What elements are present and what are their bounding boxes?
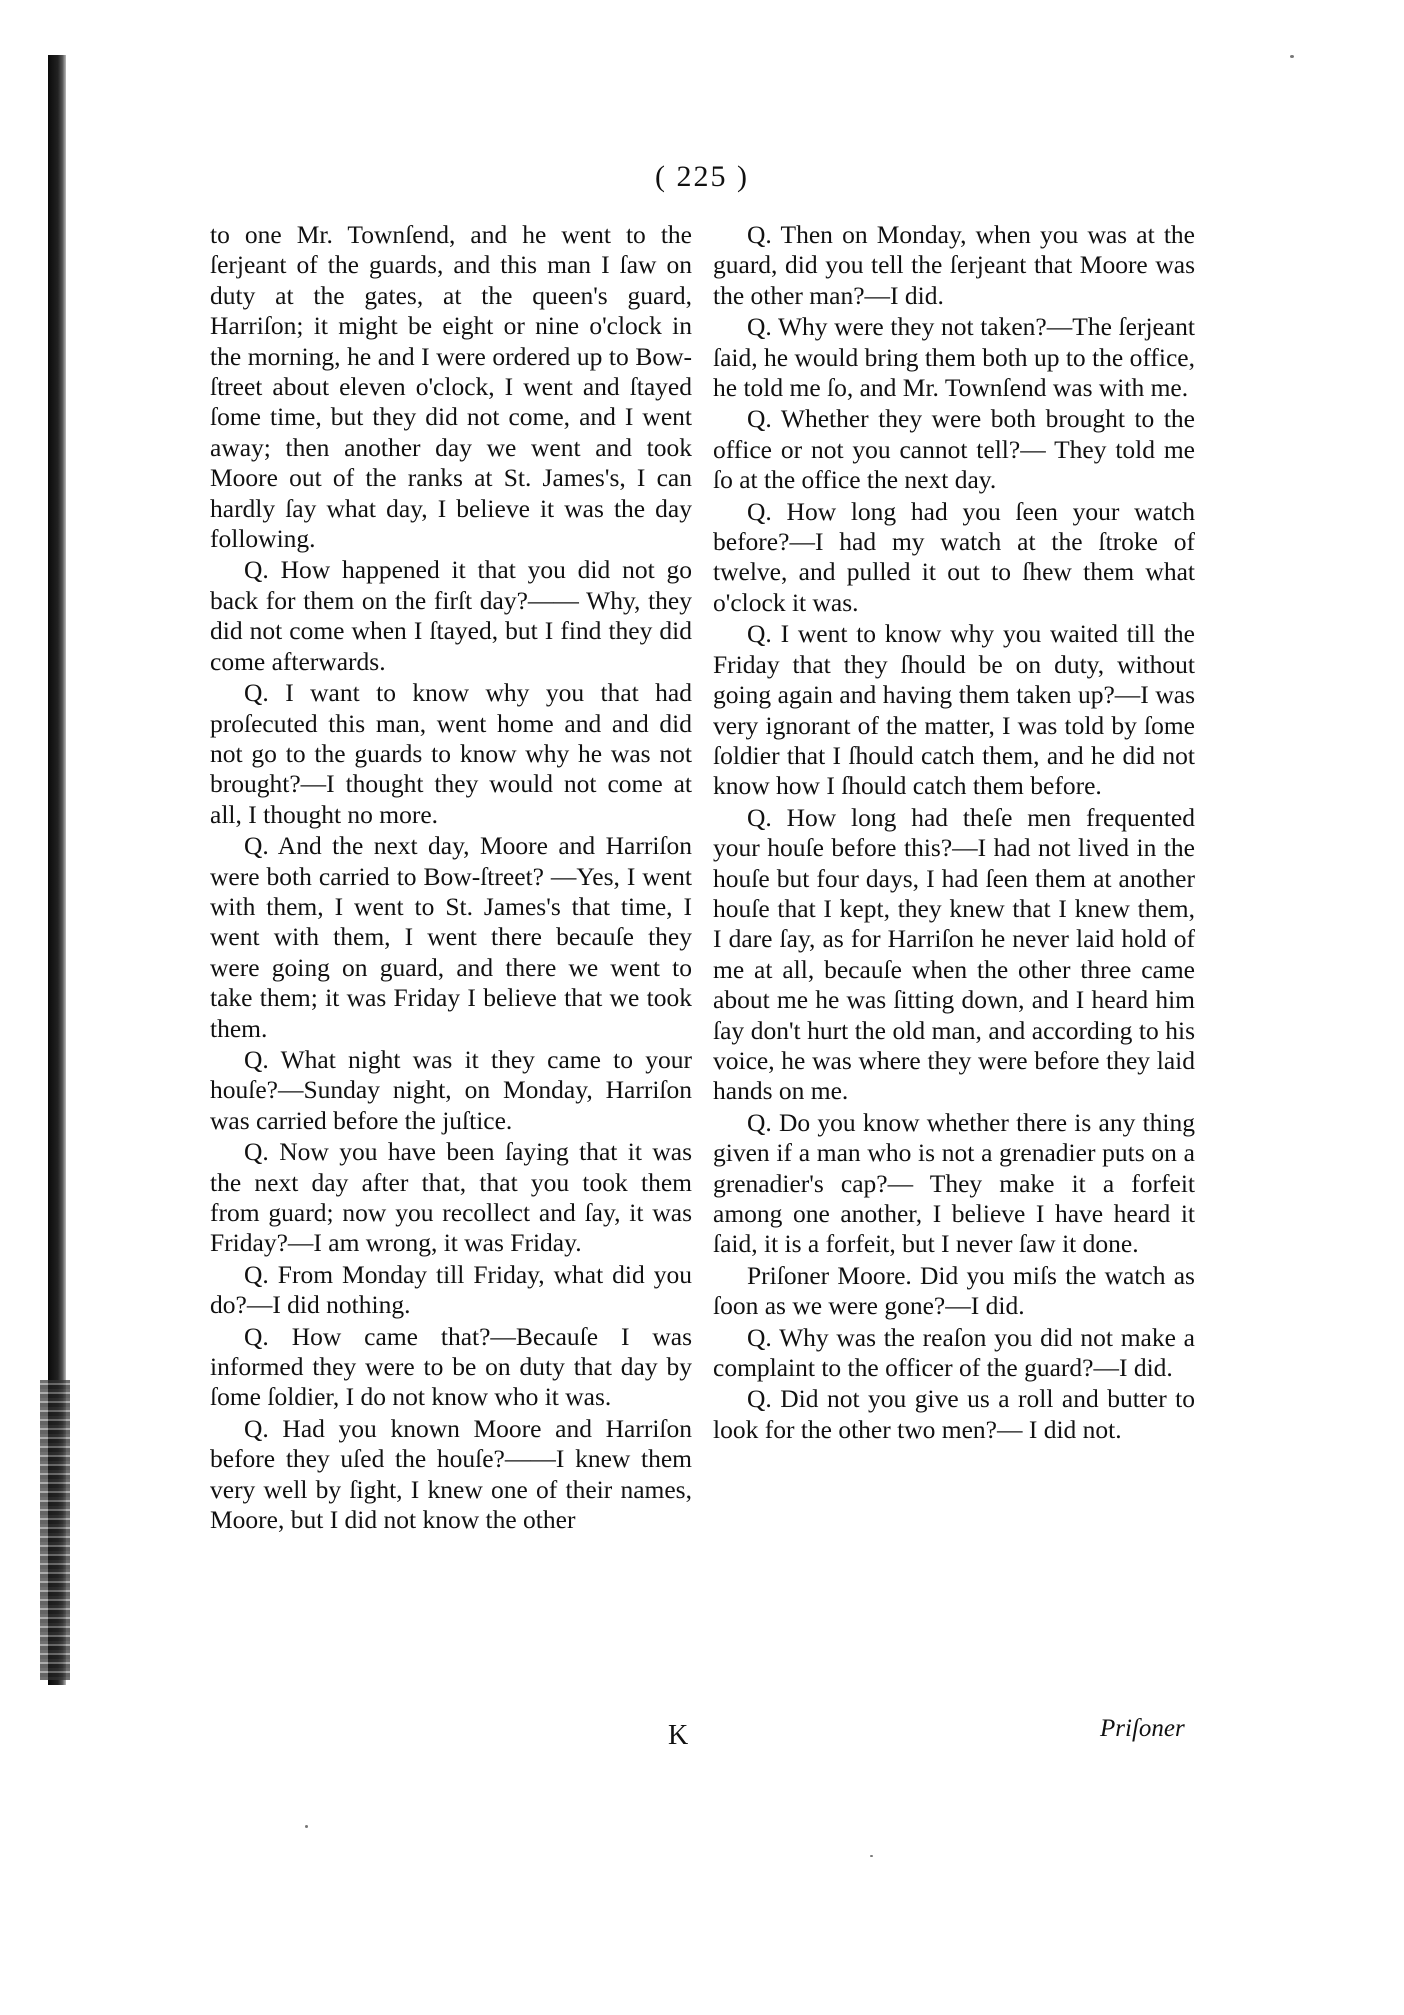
- paragraph: Q. And the next day, Moore and Harriſon were both carried to Bow-ſtreet? —Yes, I went with them, I went to St. James's that time, I went with them, I went there becauſe they were going on guard, and there we went to take them; it was Friday I believe that we took them.: [210, 831, 692, 1043]
- paragraph: Q. How happened it that you did not go back for them on the firſt day?—— Why, they did not come when I ſtayed, but I find they did come afterwards.: [210, 555, 692, 676]
- paragraph: Q. What night was it they came to your houſe?—Sunday night, on Monday, Harriſon was carried before the juſtice.: [210, 1044, 692, 1135]
- paragraph: Q. How came that?—Becauſe I was informed they were to be on duty that day by ſome ſoldier, I do not know who it was.: [210, 1321, 692, 1412]
- paragraph: Priſoner Moore. Did you miſs the watch as ſoon as we were gone?—I did.: [713, 1260, 1195, 1321]
- paper-speck: [870, 1855, 873, 1857]
- signature-mark: K: [668, 1720, 689, 1751]
- paragraph: Q. Now you have been ſaying that it was the next day after that, that you took them from guard; now you recollect and ſay, it was Friday?—I am wrong, it was Friday.: [210, 1137, 692, 1258]
- paper-speck: [1290, 55, 1294, 58]
- paragraph: Q. Whether they were both brought to the office or not you cannot tell?— They told me ſo at the office the next day.: [713, 404, 1195, 495]
- paragraph: Q. Do you know whether there is any thing given if a man who is not a grenadier puts on a grenadier's cap?— They make it a forfeit among one another, I believe I have heard it ſaid, it is a forfeit, but I never ſaw it done.: [713, 1107, 1195, 1259]
- paragraph: to one Mr. Townſend, and he went to the ſerjeant of the guards, and this man I ſaw on duty at the gates, at the queen's guard, Harriſon; it might be eight or nine o'clock in the morning, he and I were ordered up to Bow-ſtreet about eleven o'clock, I went and ſtayed ſome time, but they did not come, and I went away; then another day we went and took Moore out of the ranks at St. James's, I can hardly ſay what day, I believe it was the day following.: [210, 220, 692, 554]
- book-spine-edge: [40, 1380, 70, 1680]
- paragraph: Q. How long had theſe men frequented your houſe before this?—I had not lived in the houſe but four days, I had ſeen them at another houſe that I kept, they knew that I knew them, I dare ſay, as for Harriſon he never laid hold of me at all, becauſe when the other three came about me he was ſitting down, and I heard him ſay don't hurt the old man, and according to his voice, he was where they were before they laid hands on me.: [713, 802, 1195, 1106]
- left-column: [210, 220, 692, 1535]
- right-column: [713, 220, 1195, 1445]
- paragraph: Q. Why were they not taken?—The ſerjeant ſaid, he would bring them both up to the office, he told me ſo, and Mr. Townſend was with me.: [713, 312, 1195, 403]
- paragraph: Q. I want to know why you that had proſecuted this man, went home and and did not go to the guards to know why he was not brought?—I thought they would not come at all, I thought no more.: [210, 678, 692, 829]
- paragraph: Q. Why was the reaſon you did not make a complaint to the officer of the guard?—I did.: [713, 1322, 1195, 1383]
- paragraph: Q. Had you known Moore and Harriſon before they uſed the houſe?——I knew them very well by ſight, I knew one of their names, Moore, but I did not know the other: [210, 1413, 692, 1535]
- paragraph: Q. I went to know why you waited till the Friday that they ſhould be on duty, without going again and having them taken up?—I was very ignorant of the matter, I was told by ſome ſoldier that I ſhould catch them, and he did not know how I ſhould catch them before.: [713, 619, 1195, 801]
- paragraph: Q. How long had you ſeen your watch before?—I had my watch at the ſtroke of twelve, and pulled it out to ſhew them what o'clock it was.: [713, 496, 1195, 617]
- paragraph: Q. From Monday till Friday, what did you do?—I did nothing.: [210, 1259, 692, 1320]
- page-number: ( 225 ): [655, 160, 749, 193]
- catchword: Priſoner: [1100, 1715, 1185, 1742]
- paragraph: Q. Did not you give us a roll and butter to look for the other two men?— I did not.: [713, 1384, 1195, 1444]
- paper-speck: [305, 1825, 308, 1828]
- paragraph: Q. Then on Monday, when you was at the guard, did you tell the ſerjeant that Moore was the other man?—I did.: [713, 220, 1195, 310]
